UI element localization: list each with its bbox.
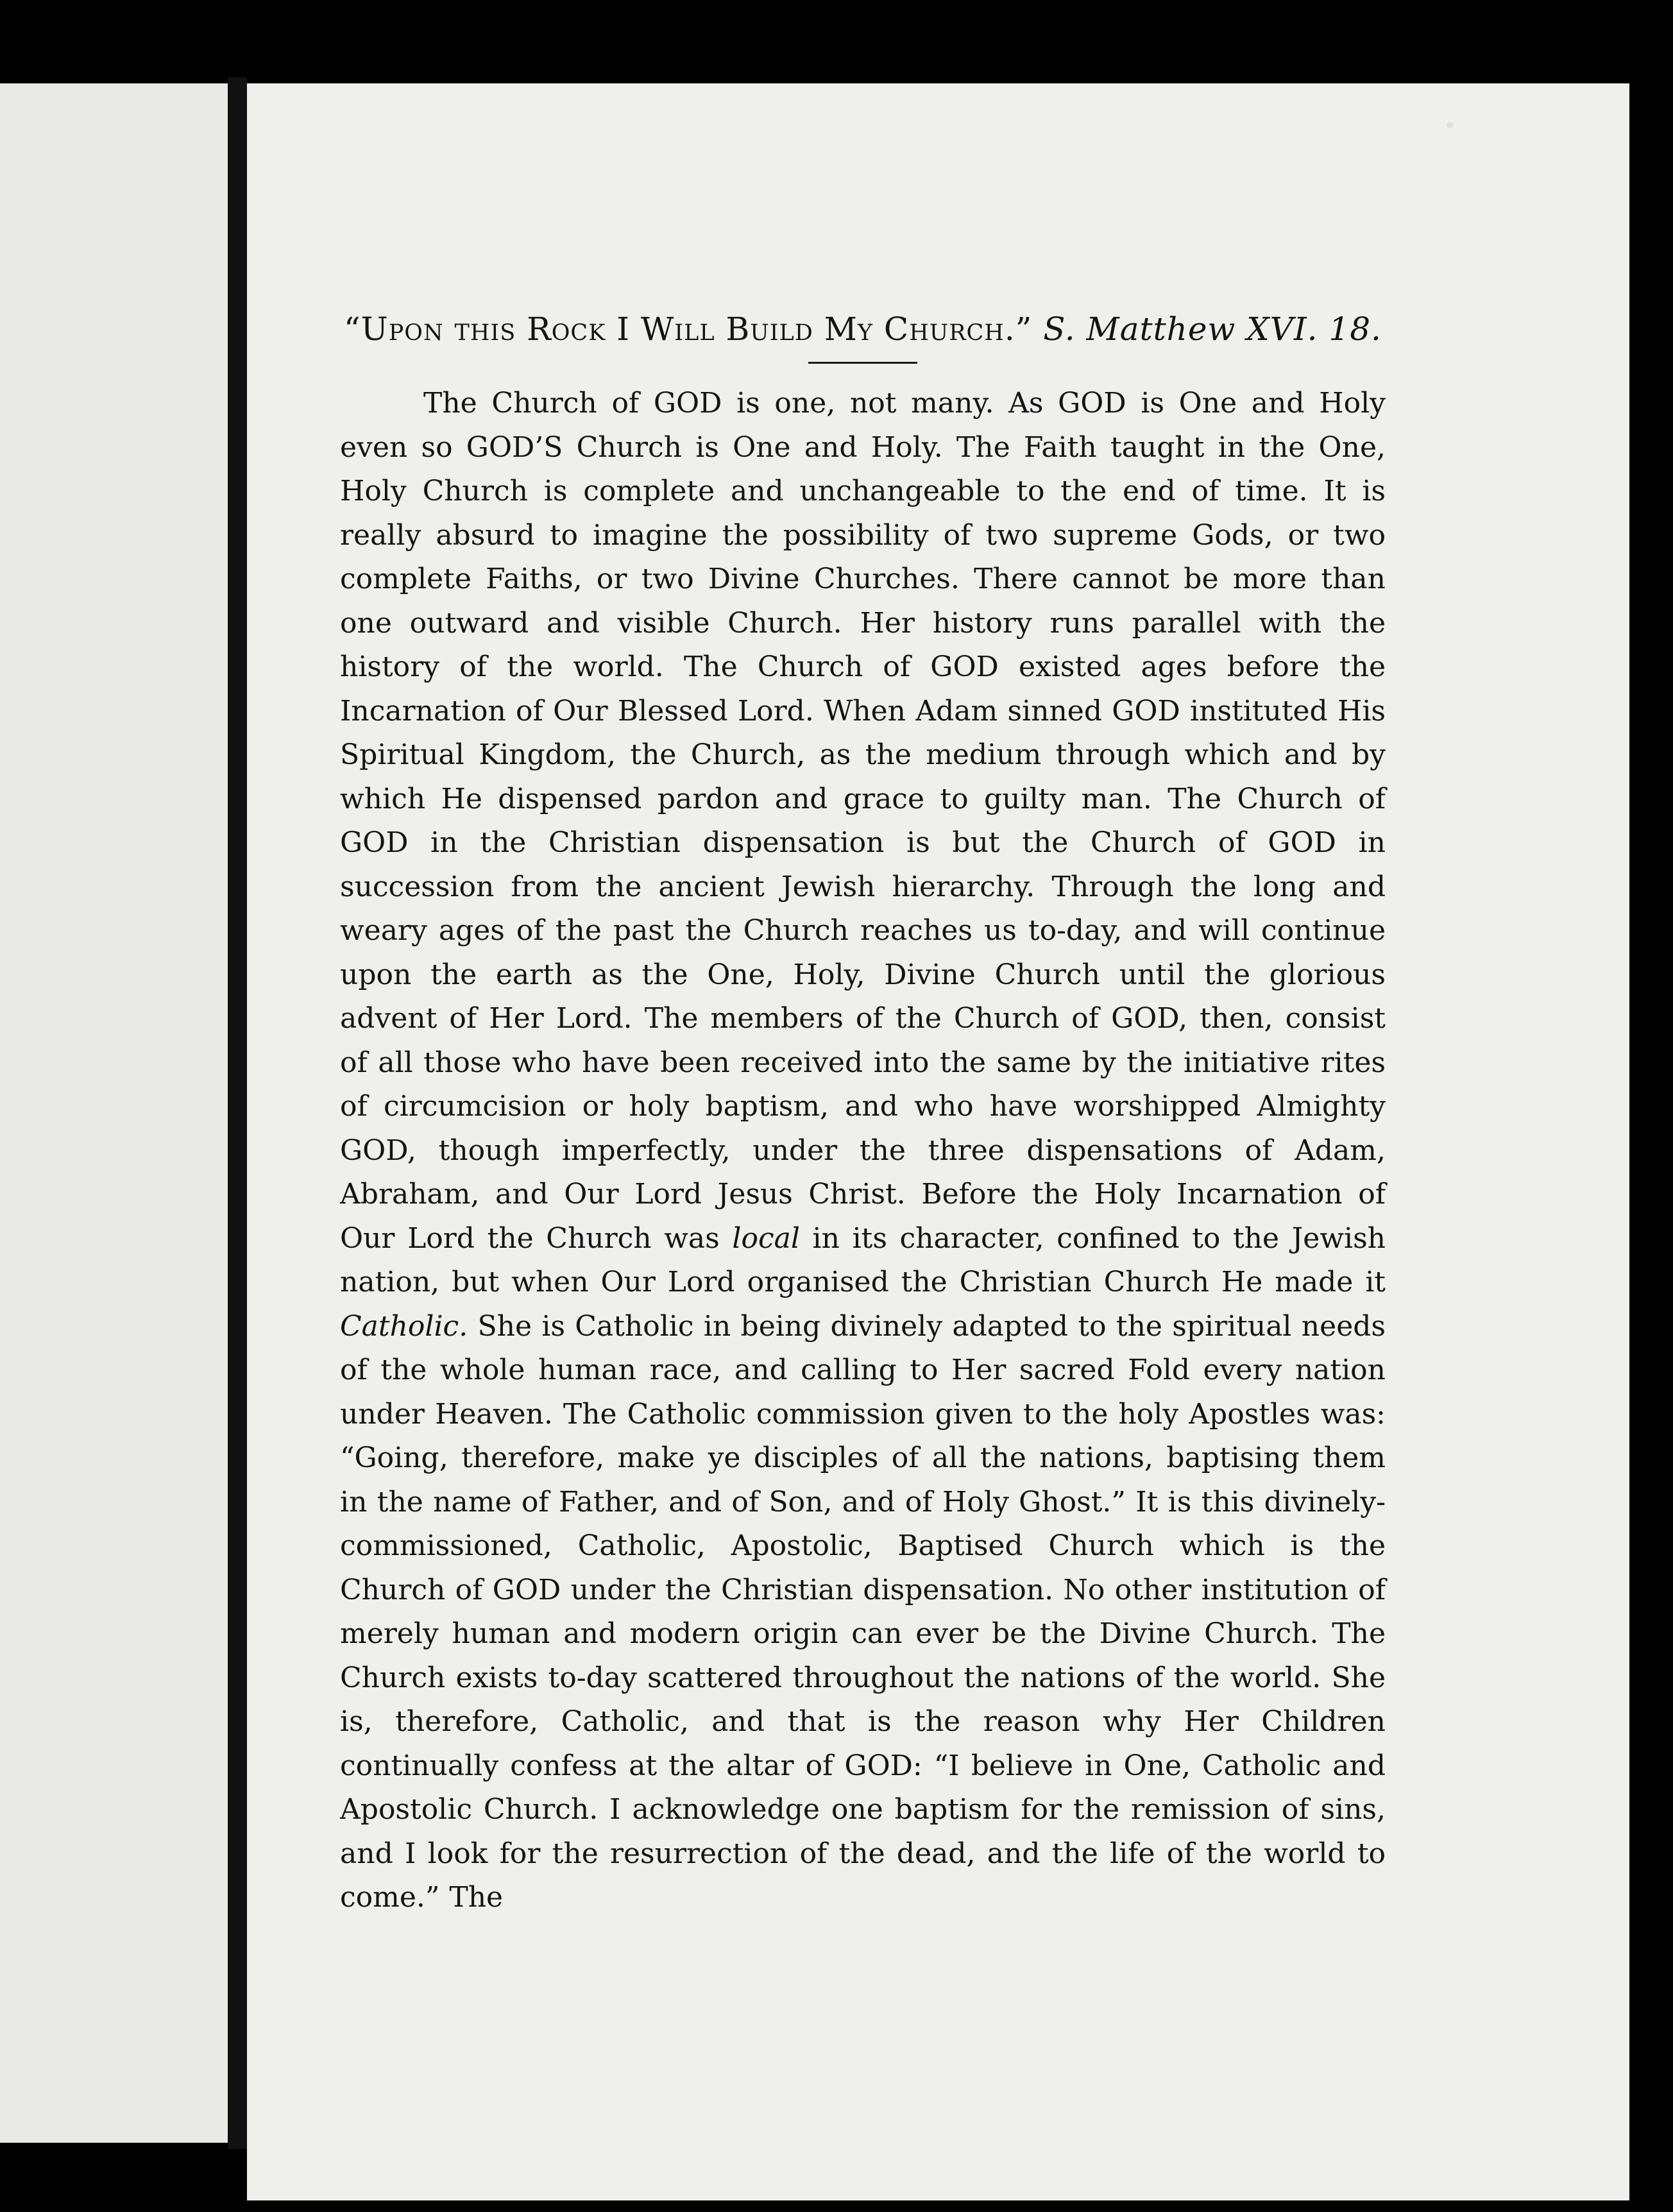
paper-speck	[1447, 122, 1453, 128]
page-content	[340, 308, 1386, 1920]
heading-divider	[808, 362, 917, 364]
paragraph-text-part-2: in its character, confined to the Jewish nation, but when Our Lord organised the Christian Church He made it	[340, 1221, 1386, 1298]
paragraph-text-part-1: The Church of GOD is one, not many. As GOD is One and Holy even so GOD’S Church is One and Holy. The Faith taught in the One, Holy Church is complete and unchangeable to the end of time. It is really absurd to imagine the possibility of two supreme Gods, or two complete Faiths, or two Divine Churches. There cannot be more than one outward and visible Church. Her history runs parallel with the history of the world. The Church of GOD existed ages before the Incarnation of Our Blessed Lord. When Adam sinned GOD instituted His Spiritual Kingdom, the Church, as the medium through which and by which He dispensed pardon and grace to guilty man. The Church of GOD in the Christian dispensation is but the Church of GOD in succession from the ancient Jewish hierarchy. Through the long and weary ages of the past the Church reaches us to-day, and will continue upon the earth as the One, Holy, Divine Church until the glorious advent of Her Lord. The members of the Church of GOD, then, consist of all those who have been received into the same by the initiative rites of circumcision or holy baptism, and who have worshipped Almighty GOD, though imperfectly, under the three dispensations of Adam, Abraham, and Our Lord Jesus Christ. Before the Holy Incarnation of Our Lord the Church was	[340, 387, 1386, 1255]
body-paragraph	[340, 382, 1386, 1920]
scripture-reference: S. Matthew XVI. 18.	[1043, 311, 1382, 348]
book-gutter	[228, 77, 247, 2149]
paragraph-text-part-3: She is Catholic in being divinely adapted to the spiritual needs of the whole human race, and calling to Her sacred Fold every nation under Heaven. The Catholic commission given to the holy Apostles was: “Going, therefore, make ye disciples of all the nations, baptising them in the name of Father, and of Son, and of Holy Ghost.” It is this divinely-commissioned, Catholic, Apostolic, Baptised Church which is the Church of GOD under the Christian dispensation. No other institution of merely human and modern origin can ever be the Divine Church. The Church exists to-day scattered throughout the nations of the world. She is, therefore, Catholic, and that is the reason why Her Children continually confess at the altar of GOD: “I believe in One, Catholic and Apostolic Church. I acknowledge one baptism for the remission of sins, and I look for the resurrection of the dead, and the life of the world to come.” The	[340, 1309, 1386, 1914]
facing-page-edge	[0, 83, 237, 2143]
heading-title: “Upon this Rock I Will Build My Church.”	[344, 311, 1033, 348]
italic-word-local: local	[732, 1221, 800, 1255]
italic-word-catholic: Catholic.	[340, 1309, 468, 1343]
section-heading	[340, 308, 1386, 350]
